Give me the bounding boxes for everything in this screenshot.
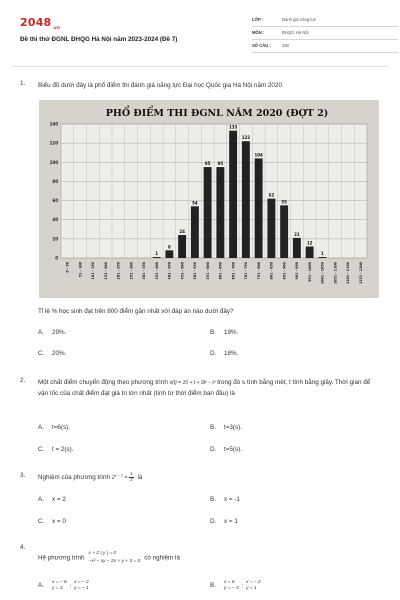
x-tick-label: 551 - 600	[205, 262, 210, 280]
option-3a[interactable]: A . x = 2	[38, 496, 66, 504]
equation-system: x + 2 | y | = 0 −x² − xy − 2x + y + 3 = 0	[88, 551, 141, 564]
bar-data-label: 62	[268, 192, 275, 198]
x-tick-label: 851 - 900	[282, 262, 287, 280]
bar	[165, 250, 173, 258]
x-tick-label: 701 - 750	[244, 262, 249, 280]
y-tick-label: 120	[49, 140, 58, 146]
x-tick-label: 401 - 450	[167, 262, 172, 280]
bar	[229, 131, 237, 258]
bar	[280, 205, 288, 258]
bar	[191, 206, 199, 258]
x-tick-label: 351 - 400	[154, 262, 159, 280]
bar	[153, 257, 161, 258]
x-tick-label: 251 - 300	[129, 262, 134, 280]
x-tick-label: 101 - 150	[91, 262, 96, 280]
x-tick-label: 1101 - 1150	[346, 262, 351, 285]
y-tick-label: 0	[55, 255, 58, 261]
page-header	[20, 14, 380, 60]
option-3d[interactable]: D . x = 1	[210, 518, 238, 526]
bar	[255, 158, 263, 258]
y-tick-label: 140	[49, 121, 58, 127]
bar-data-label: 95	[204, 161, 211, 167]
question-text: Tỉ lệ % học sinh đạt trên 800 điểm gần nhất với đáp án nào dưới đây?	[38, 308, 234, 315]
x-tick-label: 151 - 200	[103, 262, 108, 280]
bar	[267, 199, 275, 258]
question-text: Nghiệm của phương trình $2^{x - 1}$ = $\frac{1}{2}$ là	[38, 471, 143, 482]
bar-chart-svg	[39, 100, 379, 298]
chart-title: PHỔ ĐIỂM THI ĐGNL NĂM 2020 (ĐỢT 2)	[105, 108, 329, 119]
option-2a[interactable]: A . t=6(s).	[38, 424, 70, 432]
x-tick-label: 301 - 350	[142, 262, 147, 280]
question-text: Biểu đồ dưới đây là phổ điểm thi đánh giá năng lực Đại học Quốc gia Hà Nội năm 2020	[38, 82, 282, 89]
bar-data-label: 8	[167, 244, 171, 250]
y-tick-label: 20	[52, 236, 58, 242]
x-tick-label: 51 - 100	[78, 262, 83, 278]
question-number: 4.	[20, 544, 26, 551]
x-tick-label: 651 - 700	[231, 262, 236, 280]
question-text: Một chất điểm chuyển động theo phương trình s(t) = 10 + t + 9t² − t³ trong đó s tính bằng mét, t tính bằng giây. Thời gian để vận tốc của chất điểm đạt giá trị lớn nhất (tính từ thời điểm ban đầu) là	[38, 379, 371, 398]
bar-data-label: 24	[179, 229, 185, 235]
bar-data-label: 1	[155, 251, 159, 257]
y-tick-label: 100	[49, 159, 58, 165]
x-tick-label: 0 - 50	[65, 262, 70, 273]
bar	[293, 238, 301, 258]
question-number: 2.	[20, 377, 26, 384]
bar-data-label: 1	[320, 251, 324, 257]
x-tick-label: 801 - 850	[269, 262, 274, 280]
bar-data-label: 12	[306, 240, 313, 246]
option-1d[interactable]: D . 18%.	[210, 350, 238, 358]
x-tick-label: 601 - 650	[218, 262, 223, 280]
y-tick-label: 80	[52, 178, 58, 184]
option-1c[interactable]: C . 20%.	[38, 350, 66, 358]
question-number: 1.	[20, 80, 26, 87]
option-1b[interactable]: B . 19%.	[210, 329, 238, 337]
exam-title: Đề thi thử ĐGNL ĐHQG Hà Nội năm 2023-2024 (Đề 7)	[20, 36, 178, 43]
option-4b[interactable]: B . x = 6 y = − 3 ; x = − 2 y = 1	[210, 580, 264, 592]
bar	[306, 247, 314, 258]
meta-row-class: LỚP : Đánh giá năng lực	[252, 14, 398, 27]
bar-data-label: 55	[281, 199, 287, 205]
fraction: $\frac{1}{2}$	[130, 471, 133, 482]
bar-data-label: 54	[192, 200, 198, 206]
x-tick-label: 201 - 250	[116, 262, 121, 280]
bar-data-label: 122	[241, 135, 251, 141]
question-number: 3.	[20, 472, 26, 479]
bar	[204, 167, 212, 258]
bar-data-label: 133	[228, 124, 238, 130]
option-2b[interactable]: B . t=3(s).	[210, 424, 242, 432]
score-distribution-chart	[39, 100, 379, 298]
question-text: Hệ phương trình x + 2 | y | = 0 −x² − xy − 2x + y + 3 = 0 có nghiệm là	[38, 551, 180, 564]
bar	[216, 167, 224, 258]
x-tick-label: 1051 - 1100	[333, 262, 338, 285]
y-tick-label: 40	[52, 217, 58, 223]
exam-meta	[252, 14, 398, 53]
option-2d[interactable]: D . t=5(s).	[210, 446, 242, 454]
option-3b[interactable]: B . x = -1	[210, 496, 240, 504]
header-divider	[12, 66, 388, 67]
bar	[242, 141, 250, 258]
site-logo[interactable]: 2048.vn	[20, 16, 60, 31]
formula: $2^{x - 1}$ =	[111, 473, 128, 481]
formula: s(t) = 10 + t + 9t² − t³	[169, 380, 216, 386]
x-tick-label: 1151 - 1200	[358, 262, 363, 285]
bar	[178, 235, 186, 258]
y-tick-label: 60	[52, 198, 58, 204]
meta-row-subject: MÔN : ĐHQG Hà Nội	[252, 27, 398, 40]
x-tick-label: 501 - 550	[193, 262, 198, 280]
x-tick-label: 751 - 800	[256, 262, 261, 280]
bar	[318, 257, 326, 258]
option-2c[interactable]: C . t = 2(s).	[38, 446, 74, 454]
x-tick-label: 451 - 500	[180, 262, 185, 280]
option-4a[interactable]: A . x = − 6 y = 3 ; x = − 2 y = − 1	[38, 580, 92, 592]
x-tick-label: 951 - 1000	[307, 262, 312, 282]
bar-data-label: 21	[294, 231, 300, 237]
option-1a[interactable]: A . 29%.	[38, 329, 66, 337]
bar-data-label: 104	[254, 152, 263, 158]
meta-row-count: SỐ CÂU : 150	[252, 40, 398, 53]
x-tick-label: 1001 - 1050	[320, 262, 325, 285]
bar-data-label: 95	[217, 161, 224, 167]
x-tick-label: 901 - 950	[295, 262, 300, 280]
option-3c[interactable]: C . x = 0	[38, 518, 66, 526]
